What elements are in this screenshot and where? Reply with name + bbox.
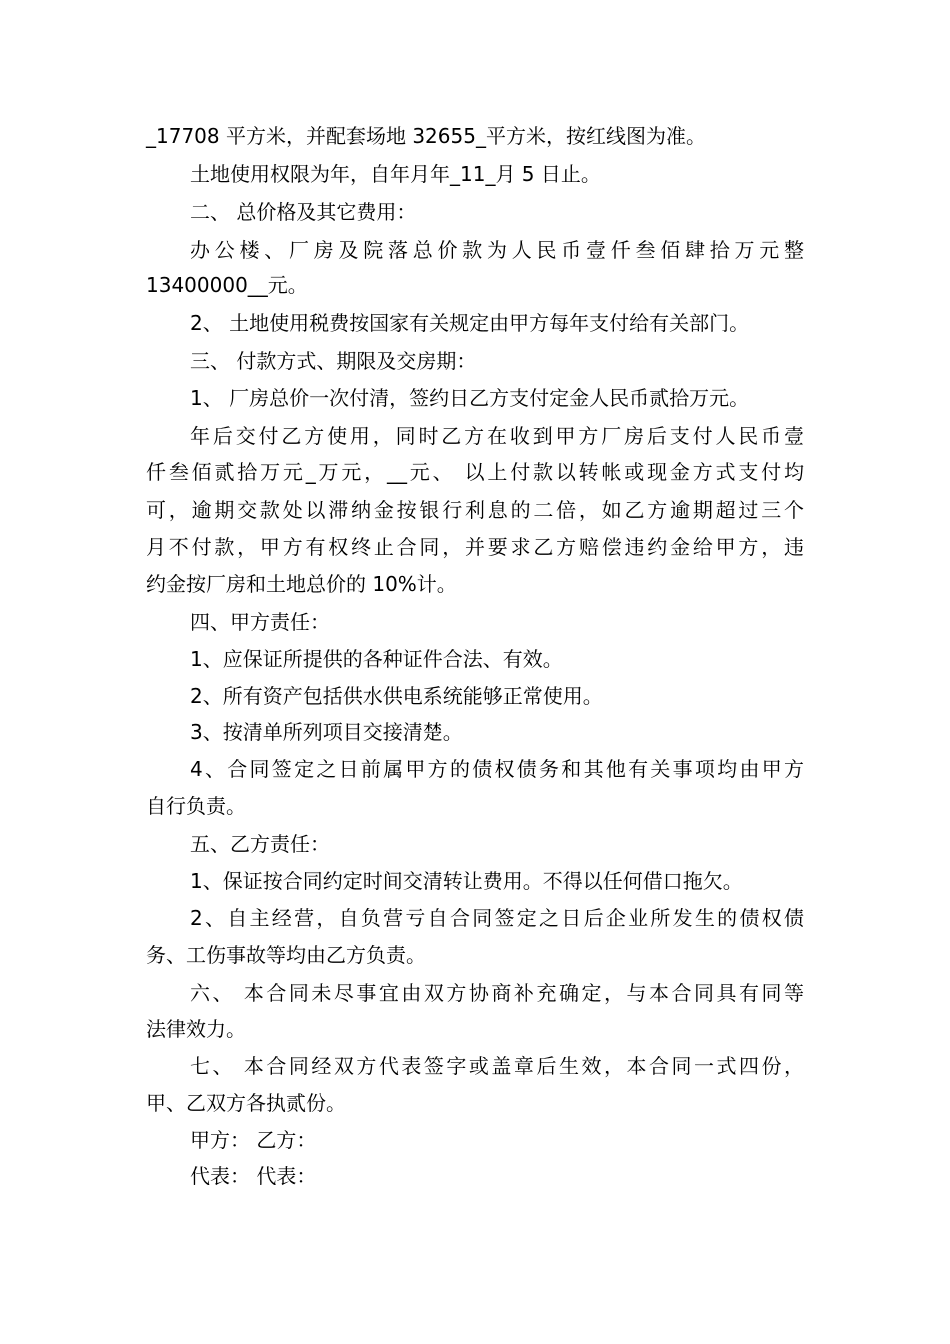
- text-line-party-a-4: 4、合同签定之日前属甲方的债权债务和其他有关事项均由甲方: [190, 757, 804, 781]
- text-line-payment-4: 可，逾期交款处以滞纳金按银行利息的二倍，如乙方逾期超过三个: [146, 498, 804, 522]
- signature-representatives: 代表： 代表：: [190, 1164, 317, 1188]
- text-line-section-6-cont: 法律效力。: [146, 1017, 246, 1041]
- text-line-payment-2: 年后交付乙方使用，同时乙方在收到甲方厂房后支付人民币壹: [190, 424, 804, 448]
- text-line-land-term: 土地使用权限为年，自年月年_11_月 5 日止。: [190, 162, 601, 186]
- section-heading-3: 三、 付款方式、期限及交房期：: [190, 349, 477, 373]
- section-heading-5: 五、乙方责任：: [190, 832, 330, 856]
- text-line-party-b-2: 2、自主经营，自负营亏自合同签定之日后企业所发生的债权债: [190, 906, 804, 930]
- text-line-party-b-1: 1、保证按合同约定时间交清转让费用。不得以任何借口拖欠。: [190, 869, 743, 893]
- text-line-section-6: 六、 本合同未尽事宜由双方协商补充确定，与本合同具有同等: [190, 981, 804, 1005]
- text-line-payment-6: 约金按厂房和土地总价的 10%计。: [146, 572, 457, 596]
- section-heading-2: 二、 总价格及其它费用：: [190, 200, 417, 224]
- text-line-section-7: 七、 本合同经双方代表签字或盖章后生效，本合同一式四份，: [190, 1054, 804, 1078]
- text-line-section-7-cont: 甲、乙双方各执贰份。: [146, 1091, 346, 1115]
- text-line-price-amount: 13400000__元。: [146, 273, 308, 297]
- text-line-party-a-1: 1、应保证所提供的各种证件合法、有效。: [190, 647, 563, 671]
- signature-parties: 甲方： 乙方：: [190, 1128, 317, 1152]
- text-line-area: _17708 平方米，并配套场地 32655_平方米，按红线图为准。: [146, 124, 706, 148]
- text-line-payment-3: 仟叁佰贰拾万元_万元，__元、 以上付款以转帐或现金方式支付均: [146, 460, 804, 484]
- text-line-land-tax: 2、 土地使用税费按国家有关规定由甲方每年支付给有关部门。: [190, 311, 750, 335]
- text-line-payment-5: 月不付款，甲方有权终止合同，并要求乙方赔偿违约金给甲方，违: [146, 535, 804, 559]
- text-line-party-a-2: 2、所有资产包括供水供电系统能够正常使用。: [190, 684, 603, 708]
- text-line-party-a-5: 自行负责。: [146, 794, 246, 818]
- text-line-payment-1: 1、 厂房总价一次付清，签约日乙方支付定金人民币贰拾万元。: [190, 386, 750, 410]
- text-line-total-price: 办公楼、厂房及院落总价款为人民币壹仟叁佰肆拾万元整: [190, 238, 804, 262]
- text-line-party-a-3: 3、按清单所列项目交接清楚。: [190, 720, 463, 744]
- text-line-party-b-3: 务、工伤事故等均由乙方负责。: [146, 943, 426, 967]
- section-heading-4: 四、甲方责任：: [190, 610, 330, 634]
